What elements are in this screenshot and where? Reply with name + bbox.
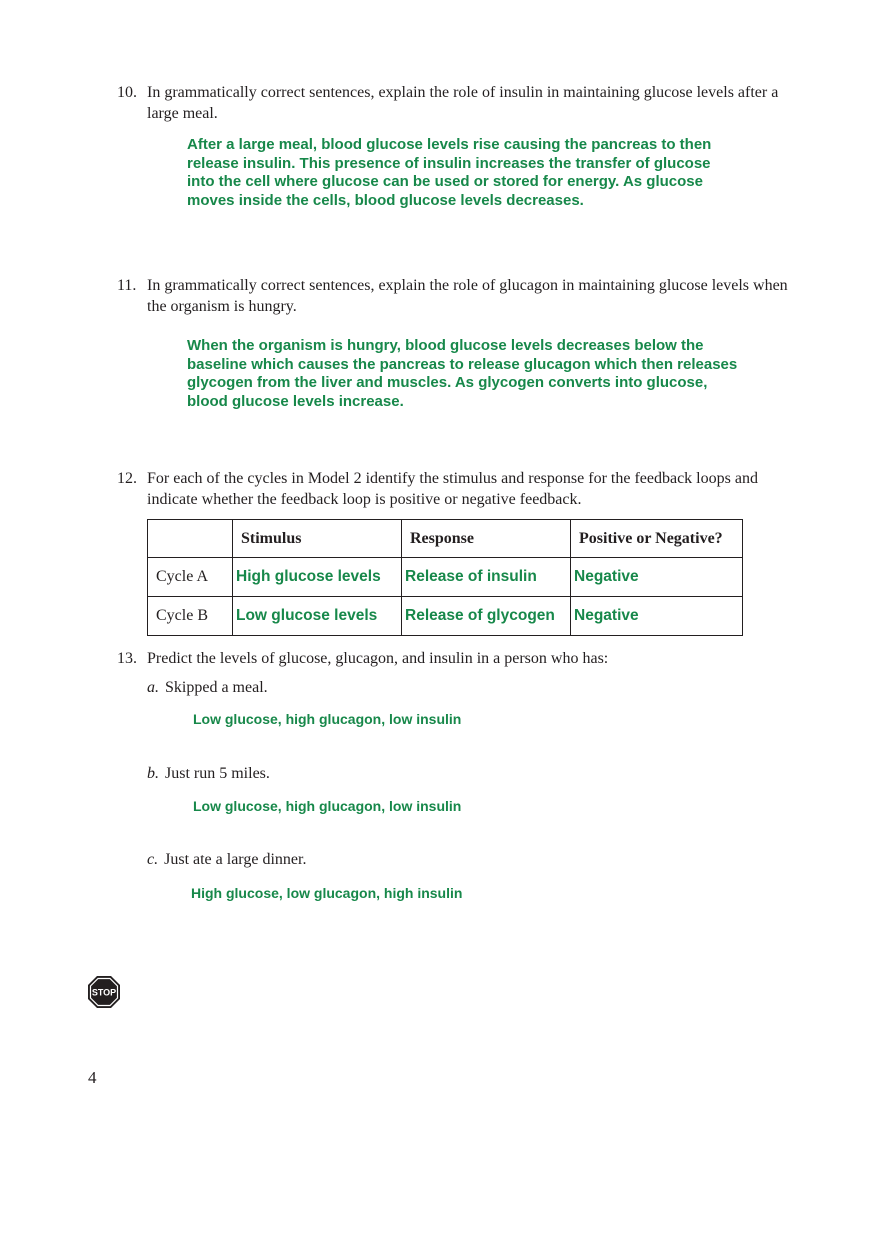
part-text: Just ate a large dinner.: [164, 851, 307, 868]
question-number: 11.: [117, 277, 137, 294]
part-a: [147, 677, 268, 698]
question-text: Predict the levels of glucose, glucagon, and insulin in a person who has:: [147, 650, 609, 667]
response-cell: Release of insulin: [402, 558, 571, 597]
part-text: Skipped a meal.: [165, 679, 268, 696]
question-12: [117, 468, 797, 510]
table-header-blank: [148, 520, 233, 558]
answer-line: When the organism is hungry, blood glucose levels decreases below the: [187, 337, 704, 354]
stimulus-cell: High glucose levels: [233, 558, 402, 597]
feedback-table: [147, 519, 743, 636]
cycle-label: Cycle A: [148, 558, 233, 597]
stimulus-cell: Low glucose levels: [233, 597, 402, 636]
table-row: [148, 597, 743, 636]
question-text: In grammatically correct sentences, explain the role of insulin in maintaining glucose levels after a large meal.: [147, 84, 779, 122]
answer-line: into the cell where glucose can be used or stored for energy. As glucose: [187, 173, 703, 190]
question-number: 12.: [117, 470, 137, 487]
answer-line: moves inside the cells, blood glucose levels decreases.: [187, 191, 584, 209]
table-header-stimulus: Stimulus: [233, 520, 402, 558]
feedback-type-cell: Negative: [571, 558, 743, 597]
answer-line: blood glucose levels increase.: [187, 392, 404, 410]
page-number: 4: [88, 1068, 97, 1087]
stop-sign-icon: [87, 975, 121, 1009]
question-number: 13.: [117, 650, 137, 667]
response-cell: Release of glycogen: [402, 597, 571, 636]
feedback-type-cell: Negative: [571, 597, 743, 636]
table-header-type: Positive or Negative?: [571, 520, 743, 558]
part-letter: b.: [147, 765, 159, 782]
table-row: [148, 558, 743, 597]
question-13: [117, 648, 797, 669]
part-a-answer: Low glucose, high glucagon, low insulin: [193, 711, 462, 727]
part-b-answer: Low glucose, high glucagon, low insulin: [193, 798, 462, 814]
answer-line: After a large meal, blood glucose levels rise causing the pancreas to then: [187, 136, 712, 153]
question-11: [117, 275, 797, 317]
question-text: In grammatically correct sentences, explain the role of glucagon in maintaining glucose levels when the organism is hungry.: [147, 277, 788, 315]
table-header-row: [148, 520, 743, 558]
part-b: [147, 763, 270, 784]
part-letter: c.: [147, 851, 159, 868]
stop-sign-label: STOP: [91, 987, 117, 998]
answer-10: [187, 136, 777, 210]
part-text: Just run 5 miles.: [165, 765, 270, 782]
answer-line: baseline which causes the pancreas to release glucagon which then releases: [187, 355, 738, 373]
part-c: [147, 849, 306, 870]
answer-11: [187, 337, 777, 411]
part-c-answer: High glucose, low glucagon, high insulin: [191, 885, 463, 901]
cycle-label: Cycle B: [148, 597, 233, 636]
table-header-response: Response: [402, 520, 571, 558]
question-text: For each of the cycles in Model 2 identify the stimulus and response for the feedback loops and indicate whether the feedback loop is positive or negative feedback.: [147, 470, 758, 508]
answer-line: glycogen from the liver and muscles. As glycogen converts into glucose,: [187, 374, 708, 391]
part-letter: a.: [147, 679, 159, 696]
question-number: 10.: [117, 84, 137, 101]
question-10: [117, 82, 797, 124]
answer-line: release insulin. This presence of insulin increases the transfer of glucose: [187, 154, 711, 172]
